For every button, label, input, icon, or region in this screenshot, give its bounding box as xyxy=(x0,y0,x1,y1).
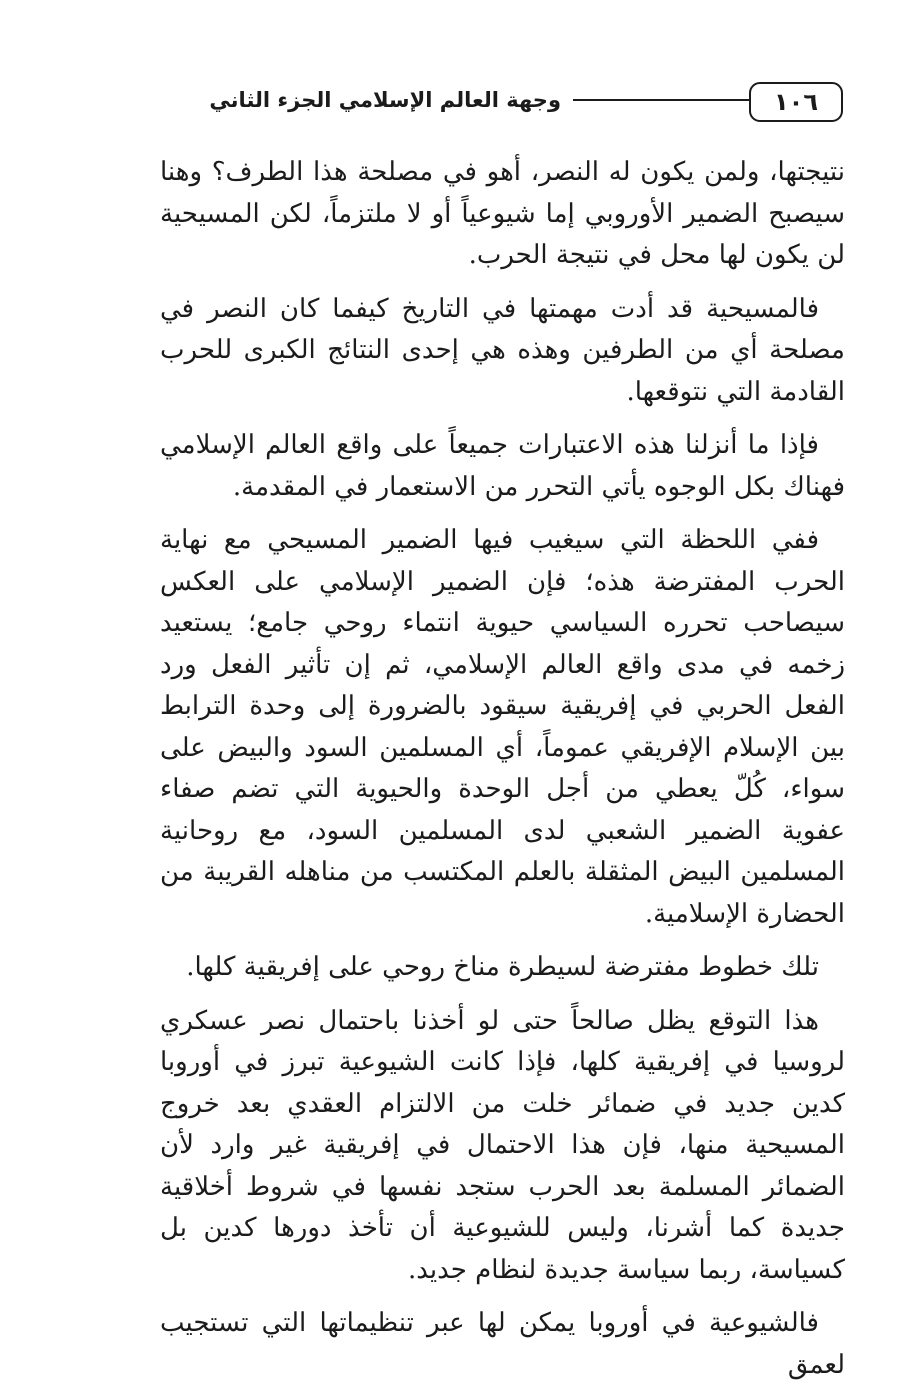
paragraph-2: فالمسيحية قد أدت مهمتها في التاريخ كيفما كان النصر في مصلحة أي من الطرفين وهذه هي إحدى النتائج الكبرى للحرب القادمة التي نتوقعها. xyxy=(160,293,845,407)
paragraph-7: فالشيوعية في أوروبا يمكن لها عبر تنظيماتها التي تستجيب لعمق xyxy=(160,1308,845,1380)
page-number: ١٠٦ xyxy=(749,82,843,122)
running-header xyxy=(148,82,843,132)
paragraph-6: هذا التوقع يظل صالحاً حتى لو أخذنا باحتمال نصر عسكري لروسيا في إفريقية كلها، فإذا كانت الشيوعية تبرز في أوروبا كدين جديد في ضمائر خلت من الالتزام العقدي بعد خروج المسيحية منها، فإن هذا الاحتمال في إفريقية غير وارد لأن الضمائر المسلمة بعد الحرب ستجد نفسها في شروط أخلاقية جديدة كما أشرنا، وليس للشيوعية أن تأخذ دورها كدين بل كسياسة، ربما سياسة جديدة لنظام جديد. xyxy=(160,1005,845,1285)
paragraph-3: فإذا ما أنزلنا هذه الاعتبارات جميعاً على واقع العالم الإسلامي فهناك بكل الوجوه يأتي التحرر من الاستعمار في المقدمة. xyxy=(160,430,845,502)
running-title: وجهة العالم الإسلامي الجزء الثاني xyxy=(209,88,561,112)
paragraph-1: نتيجتها، ولمن يكون له النصر، أهو في مصلحة هذا الطرف؟ وهنا سيصبح الضمير الأوروبي إما شيوعياً أو لا ملتزماً، لكن المسيحية لن يكون لها محل في نتيجة الحرب. xyxy=(160,157,845,270)
header-rule xyxy=(573,99,749,101)
paragraph-4: ففي اللحظة التي سيغيب فيها الضمير المسيحي مع نهاية الحرب المفترضة هذه؛ فإن الضمير الإسلامي على العكس سيصاحب تحرره السياسي حيوية انتماء روحي جامع؛ يستعيد زخمه في مدى واقع العالم الإسلامي، ثم إن تأثير الفعل ورد الفعل الحربي في إفريقية سيقود بالضرورة إلى وحدة الترابط بين الإسلام الإفريقي عموماً، أي المسلمين السود والبيض على سواء، كُلّ يعطي من أجل الوحدة والحيوية التي تضم صفاء عفوية الضمير الشعبي لدى المسلمين السود، مع روحانية المسلمين البيض المثقلة بالعلم المكتسب من مناهله القريبة من الحضارة الإسلامية. xyxy=(160,525,845,929)
paragraph-5: تلك خطوط مفترضة لسيطرة مناخ روحي على إفريقية كلها. xyxy=(186,952,819,982)
body-text xyxy=(160,152,845,1398)
